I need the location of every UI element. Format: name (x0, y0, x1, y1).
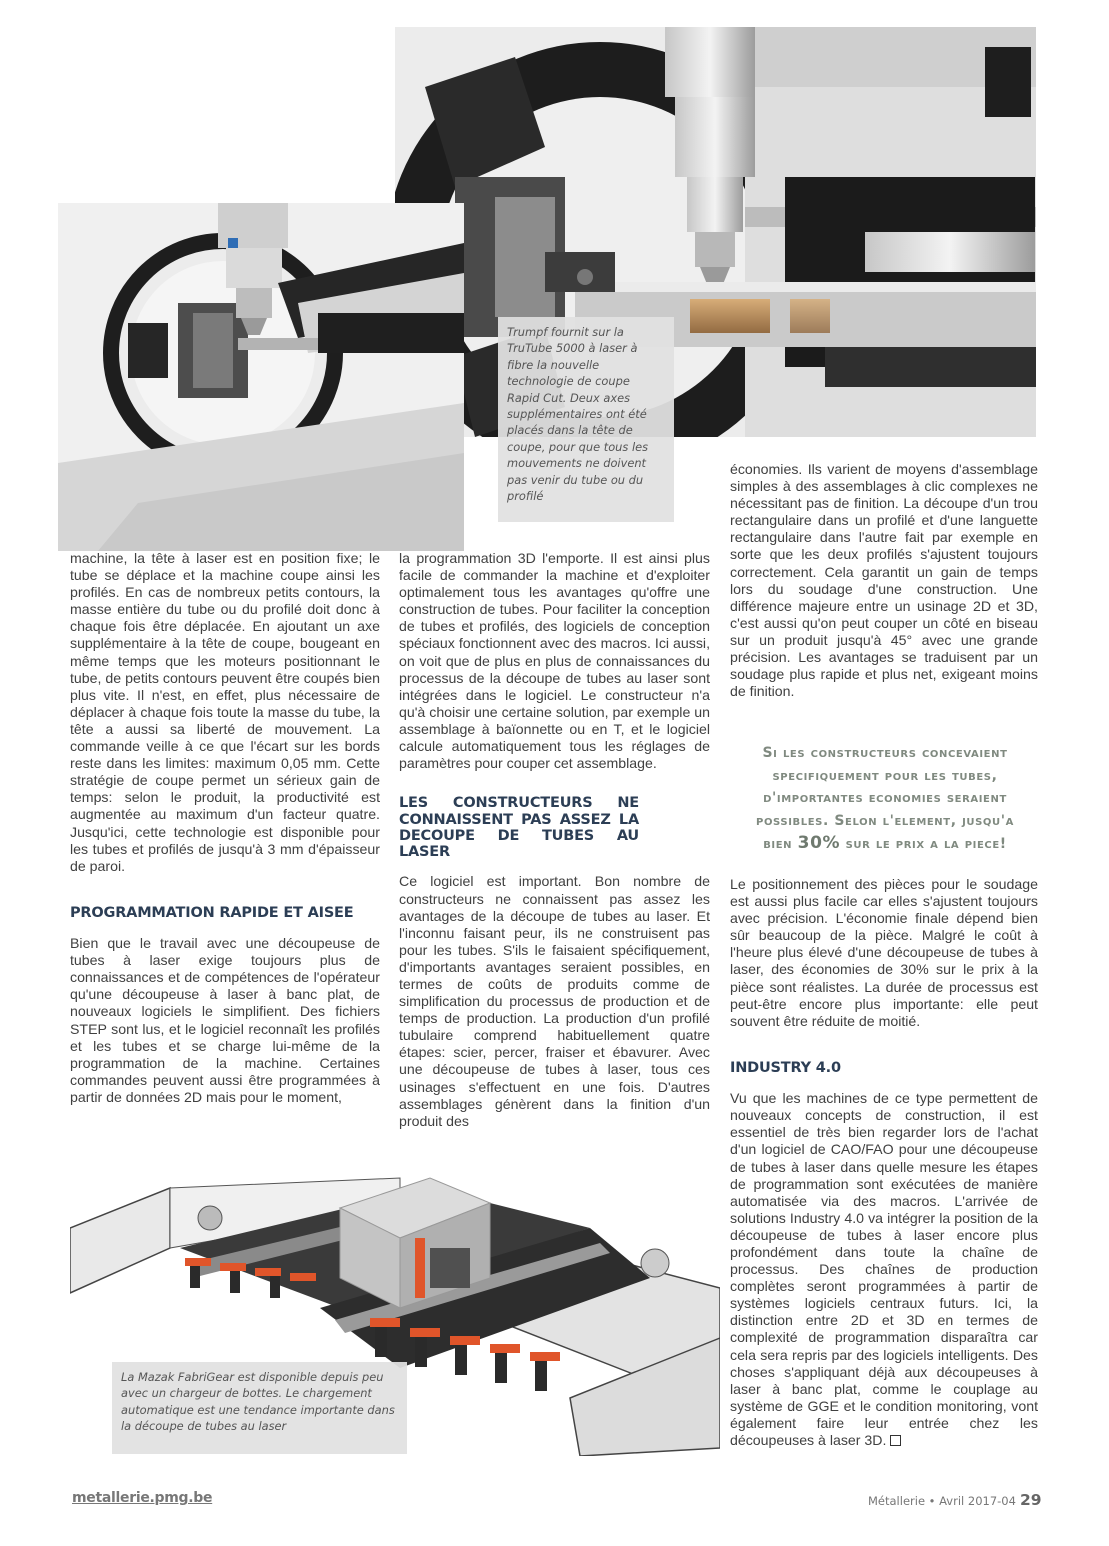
end-of-article-square-icon (890, 1435, 901, 1446)
heading-constructeurs: LES CONSTRUCTEURS NE CONNAISSENT PAS ASSEZ LA DECOUPE DE TUBES AU LASER (399, 795, 639, 861)
pull-quote-line-2: specifiquement pour les tubes, (772, 767, 998, 784)
caption-mazak (112, 1362, 407, 1454)
caption-trumpf (498, 317, 674, 522)
col2-paragraph-2: Ce logiciel est important. Bon nombre de constructeurs ne connaissent pas assez les avantages de la découpe de tubes au laser. Et l'inconnu faisant peur, ils ne construisent pas pour les tubes. S'ils le faisaient spécifiquement, d'importants avantages seraient possibles, en termes de coûts de produits comme de simplification du processus de production et de temps de production. La production d'un profilé tubulaire comprend habituellement quatre étapes: scier, percer, fraiser et ébavurer. Avec une découpeuse de tubes à laser, tous ces usinages s'effectuent en une fois. D'autres assemblages génèrent dans la finition d'un produit des (399, 873, 710, 1129)
col1-paragraph-1: machine, la tête à laser est en position fixe; le tube se déplace et la machine coupe ainsi les profilés. En cas de nombreux petits contours, la masse entière du tube ou du profilé doit donc à chaque fois être déplacée. En ajoutant un axe supplémentaire à la tête de coupe, bougeant en même temps que les moteurs positionnant le tube, de petits contours peuvent être coupés bien plus vite. Il n'est, en effet, plus nécessaire de déplacer à chaque fois toute la masse du tube, la tête a aussi sa liberté de mouvement. La commande veille à ce que l'écart sur les bords reste dans les limites: maximum 0,05 mm. Cette stratégie de coupe permet un sérieux gain de temps: selon le produit, la productivité est augmentée au maximum d'un facteur quatre. Jusqu'ici, cette technologie est disponible pour les tubes et profilés de jusqu'à 3 mm d'épaisseur de paroi. (70, 550, 380, 874)
pull-quote (735, 742, 1035, 856)
pull-quote-line-1: Si les constructeurs concevaient (762, 745, 1008, 761)
col2-paragraph-1: la programmation 3D l'emporte. Il est ainsi plus facile de commander la machine et d'exploiter optimalement tous les avantages qu'offre une construction de tubes. Pour faciliter la conception de tubes et profilés, des logiciels de conception spéciaux fonctionnent avec des macros. Ici aussi, on voit que de plus en plus de connaissances du processus de la découpe de tubes au laser sont intégrées dans le logiciel. Le constructeur n'a qu'à choisir une certaine solution, par exemple un assemblage à baïonnette ou en T, et le logiciel calcule automatiquement tous les réglages de paramètres pour couper cet assemblage. (399, 550, 710, 772)
tube-laser-illustration (58, 203, 464, 551)
pull-quote-figure: 30% (797, 833, 841, 853)
col1-paragraph-2: Bien que le travail avec une découpeuse de tubes à laser exige toujours plus de connaissances et de compétences de l'opérateur qu'une découpeuse à laser à banc plat, de nouveaux logiciels le simplifient. Des fichiers STEP sont lus, et le logiciel reconnaît les profilés et les tubes et se charge lui-même de la programmation de la machine. Certaines commandes peuvent aussi être programmées à partir de données 2D mais pour le moment, (70, 935, 380, 1105)
heading-industry: INDUSTRY 4.0 (730, 1059, 841, 1076)
heading-programmation: PROGRAMMATION RAPIDE ET AISEE (70, 904, 354, 921)
trutube-illustration (395, 27, 1036, 437)
footer-website-link[interactable]: metallerie.pmg.be (72, 1490, 213, 1506)
footer-issue (868, 1491, 1042, 1509)
photo-tube-laser-machine (58, 203, 464, 551)
column-3-lower (730, 876, 1038, 1449)
pull-quote-line-3: d'importantes economies seraient (763, 790, 1007, 806)
col3-paragraph-2: Le positionnement des pièces pour le soudage est aussi plus facile car elles s'ajustent toujours avec précision. L'économie finale dépend bien sûr beaucoup de la pièce. Malgré le coût à l'heure plus élevé d'une découpeuse de tubes à laser, des économies de 30% sur le prix à la pièce sont réalistes. La durée de processus est peut-être encore plus importante: elle peut souvent être réduite de moitié. (730, 876, 1038, 1029)
caption-mazak-text: La Mazak FabriGear est disponible depuis peu avec un chargeur de bottes. Le chargement automatique est une tendance importante dans la découpe de tubes au laser (121, 1370, 395, 1434)
col3-paragraph-1: économies. Ils varient de moyens d'assemblage simples à des assemblages à clic complexes ne nécessitant pas de finition. La découpe d'un trou rectangulaire dans un profilé et d'une languette rectangulaire dans l'autre fait par exemple en sorte que les deux profilés s'ajustent toujours correctement. Cela garantit un gain de temps lors du soudage d'une construction. Une différence majeure entre un usinage 2D et 3D, c'est aussi qu'on peut couper un côté en biseau sur un produit jusqu'à 45° avec une grande précision. Les avantages se traduisent par un soudage plus rapide et plus net, exigeant moins de finition. (730, 461, 1038, 700)
pull-quote-line-4b: Selon l'element, jusqu'a (834, 812, 1014, 829)
page-number: 29 (1019, 1491, 1042, 1509)
pull-quote-line-5b: sur le prix a la piece! (845, 836, 1007, 852)
pull-quote-line-4 (735, 810, 1035, 833)
col3-paragraph-3 (730, 1090, 1038, 1449)
caption-trumpf-text: Trumpf fournit sur la TruTube 5000 à laser à fibre la nouvelle technologie de coupe Rapid Cut. Deux axes supplémentaires ont été placés dans la tête de coupe, pour que tous les mouvements ne doivent pas venir du tube ou du profilé (507, 325, 649, 504)
footer-issue-text: Métallerie • Avril 2017-04 (868, 1494, 1016, 1508)
photo-trutube-cutting-head (395, 27, 1036, 437)
column-2 (399, 550, 710, 1130)
pull-quote-line-5a: bien (763, 836, 793, 852)
column-1 (70, 550, 380, 1106)
column-3 (730, 461, 1038, 700)
col3-paragraph-3-text: Vu que les machines de ce type permettent de nouveaux concepts de construction, il est essentiel de très bien regarder lors de l'achat d'un logiciel de CAO/FAO pour une découpeuse de tubes à laser dans quelle mesure les étapes de programmation sont exécutées de manière automatisée via des macros. L'arrivée de solutions Industry 4.0 va intégrer la position de la découpeuse de tubes à laser encore plus profondément dans toute la chaîne de processus. Des chaînes de production complètes seront programmées à partir de systèmes logiciels centraux futurs. Ici, la distinction entre 2D et 3D en termes de complexité de programmation disparaîtra car cela sera repris par des logiciels intelligents. Des choses s'appliquant déjà aux découpeuses à laser à banc plat, comme le couplage au système de GGE et le condition monitoring, vont également faire leur entrée chez les découpeuses à laser 3D. (730, 1090, 1038, 1449)
pull-quote-line-5 (735, 832, 1035, 856)
pull-quote-line-4a: possibles. (756, 812, 829, 829)
